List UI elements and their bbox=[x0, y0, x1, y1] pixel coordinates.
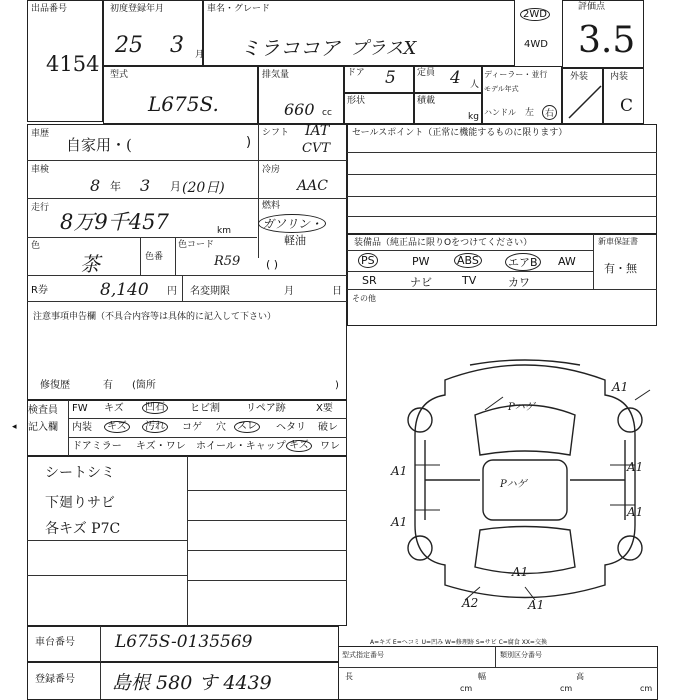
divider bbox=[347, 289, 657, 290]
divider bbox=[68, 437, 347, 438]
divider bbox=[338, 667, 658, 668]
plate-value: 島根 580 す 4439 bbox=[112, 672, 272, 694]
displacement-unit: cc bbox=[322, 108, 332, 118]
equip-ps: PS bbox=[358, 253, 378, 268]
repair-value: 有 bbox=[103, 380, 113, 391]
height-cm: cm bbox=[640, 684, 653, 693]
inspection-month: 3 bbox=[140, 176, 151, 195]
color-value: 茶 bbox=[80, 252, 100, 276]
mark-3: A1 bbox=[391, 515, 408, 529]
shift-label: シフト bbox=[262, 128, 290, 138]
insp-mirror: ドアミラー bbox=[72, 441, 122, 452]
aircon-value: AAC bbox=[297, 178, 328, 194]
divider bbox=[187, 580, 347, 581]
model-label: 型式 bbox=[110, 70, 129, 80]
lot-label: 出品番号 bbox=[31, 4, 68, 14]
insp-fw: FW bbox=[72, 403, 88, 414]
equip-navi: ナビ bbox=[410, 276, 432, 289]
inspector-label-2: 記入欄 bbox=[28, 422, 58, 433]
insp-hole: 穴 bbox=[216, 422, 226, 433]
plate-label: 登録番号 bbox=[35, 674, 75, 685]
repair-close: ) bbox=[335, 380, 339, 391]
aircon-label: 冷房 bbox=[262, 165, 281, 175]
score-label: 評価点 bbox=[578, 2, 606, 12]
insp-scratch: キズ bbox=[104, 403, 124, 414]
fuel-value2: 軽油 bbox=[284, 234, 306, 247]
chassis-label: 車台番号 bbox=[35, 637, 75, 648]
warranty-label: 新車保証書 bbox=[598, 237, 638, 246]
mark-2: A1 bbox=[391, 464, 408, 478]
mark-7: A2 bbox=[462, 596, 479, 610]
note-line-3: 各キズ P7C bbox=[45, 521, 121, 537]
note-line-1: シートシミ bbox=[45, 465, 115, 481]
insp-burn: コゲ bbox=[182, 422, 202, 433]
exterior-label: 外装 bbox=[570, 72, 589, 82]
divider bbox=[347, 250, 593, 251]
insp-stone: 凹石 bbox=[142, 402, 168, 414]
interior-grade: C bbox=[620, 96, 634, 116]
inspection-label: 車検 bbox=[31, 165, 50, 175]
insp-sag: ヘタリ bbox=[276, 422, 306, 433]
kg-unit: kg bbox=[468, 112, 479, 122]
grade: プラスX bbox=[350, 38, 417, 59]
warranty-value: 有・無 bbox=[604, 262, 637, 275]
recycle-label: R券 bbox=[31, 285, 48, 296]
divider bbox=[347, 174, 657, 175]
divider bbox=[495, 646, 496, 667]
insp-rub: スレ bbox=[234, 421, 260, 433]
car-name: ミラココア bbox=[240, 36, 340, 60]
hood-note: Pハゲ bbox=[508, 402, 535, 413]
divider bbox=[27, 160, 347, 161]
note-line-2: 下廻りサビ bbox=[45, 495, 115, 511]
insp-mirror-dmg: キズ・ワレ bbox=[136, 441, 186, 452]
drive-4wd: 4WD bbox=[524, 39, 548, 50]
caution-label: 注意事項申告欄（不具合内容等は具体的に記入して下さい） bbox=[33, 312, 277, 322]
width-label: 幅 bbox=[478, 672, 486, 681]
displacement: 660 bbox=[284, 100, 315, 119]
sales-point-box bbox=[347, 124, 657, 234]
interior-label: 内装 bbox=[610, 72, 629, 82]
divider bbox=[175, 237, 176, 275]
divider bbox=[68, 400, 69, 456]
usage-value: 自家用・( bbox=[66, 136, 132, 154]
mileage-label: 走行 bbox=[31, 203, 50, 213]
divider bbox=[187, 520, 347, 521]
divider bbox=[27, 198, 347, 199]
handle-label: ハンドル bbox=[484, 108, 516, 117]
usage-label: 車歴 bbox=[31, 129, 50, 139]
equip-extra-label: その他 bbox=[352, 294, 376, 303]
inspection-day: (20日) bbox=[182, 180, 225, 196]
insp-repair: リペア跡 bbox=[246, 403, 286, 414]
divider bbox=[27, 237, 257, 238]
divider bbox=[68, 418, 347, 419]
drive-2wd: 2WD bbox=[520, 8, 550, 21]
divider bbox=[187, 550, 347, 551]
insp-x: X要 bbox=[316, 403, 333, 414]
name-change-day: 日 bbox=[332, 286, 342, 297]
divider bbox=[347, 152, 657, 153]
divider bbox=[347, 216, 657, 217]
details-box bbox=[27, 124, 347, 400]
recycle-value: 8,140 bbox=[100, 280, 149, 300]
shift-value: IAT bbox=[305, 123, 330, 139]
divider bbox=[27, 301, 347, 302]
lot-number: 4154 bbox=[46, 52, 100, 76]
mark-8: A1 bbox=[528, 598, 545, 612]
fuel-label: 燃料 bbox=[262, 201, 281, 211]
inspection-year: 8 bbox=[90, 176, 101, 195]
equipment-label: 装備品（純正品に限りOをつけてください） bbox=[354, 238, 533, 248]
equip-tv: TV bbox=[462, 274, 477, 287]
divider bbox=[347, 271, 593, 272]
score: 3.5 bbox=[578, 20, 636, 61]
color-no-label: 色番 bbox=[145, 252, 164, 262]
divider bbox=[593, 234, 594, 289]
insp-dirt: 汚れ bbox=[142, 421, 168, 433]
repair-label: 修復歴 bbox=[40, 380, 70, 391]
length-label: 長 bbox=[345, 672, 353, 681]
insp-wheel-scratch: キズ bbox=[286, 440, 312, 452]
roof-note: Pハゲ bbox=[500, 479, 527, 490]
mark-5: A1 bbox=[627, 505, 644, 519]
mileage-value: 8万9千457 bbox=[60, 210, 169, 234]
insp-crack: ヒビ割 bbox=[190, 403, 220, 414]
mark-4: A1 bbox=[627, 460, 644, 474]
insp-wheel-crack: ワレ bbox=[320, 441, 340, 452]
capacity-unit: 人 bbox=[470, 80, 480, 90]
divider bbox=[182, 275, 183, 301]
fuel-paren: ( ) bbox=[266, 258, 279, 271]
bullet-mark: ◂ bbox=[12, 422, 17, 432]
equip-airbag: エアB bbox=[505, 253, 541, 271]
sales-point-label: セールスポイント（正常に機能するものに限ります） bbox=[352, 128, 568, 138]
divider bbox=[258, 124, 259, 258]
mileage-unit: km bbox=[217, 226, 231, 236]
insp-tear: 破レ bbox=[318, 422, 338, 433]
equip-pw: PW bbox=[412, 255, 430, 268]
chassis-value: L675S-0135569 bbox=[115, 632, 253, 652]
insp-wheel: ホイール・キャップ bbox=[196, 441, 286, 452]
car-name-label: 車名・グレード bbox=[207, 4, 271, 14]
exterior-slash bbox=[565, 82, 605, 122]
first-reg-year: 25 bbox=[115, 33, 143, 58]
capacity: 4 bbox=[450, 68, 461, 88]
divider bbox=[187, 490, 347, 491]
doors: 5 bbox=[385, 68, 396, 88]
displacement-label: 排気量 bbox=[262, 70, 290, 80]
length-cm: cm bbox=[460, 684, 473, 693]
divider bbox=[27, 540, 187, 541]
divider bbox=[347, 196, 657, 197]
handle-right: 右 bbox=[542, 105, 557, 120]
mark-6: A1 bbox=[512, 565, 529, 579]
equip-aw: AW bbox=[558, 255, 576, 268]
handle-left: 左 bbox=[525, 108, 535, 118]
equip-abs: ABS bbox=[454, 253, 482, 268]
repair-place: (箇所 bbox=[132, 380, 156, 391]
first-reg-month-unit: 月 bbox=[195, 50, 205, 60]
insp-int-scratch: キズ bbox=[104, 421, 130, 433]
class-label: 類別区分番号 bbox=[500, 651, 542, 659]
usage-close: ) bbox=[246, 135, 252, 150]
divider bbox=[187, 456, 188, 626]
equip-leather: カワ bbox=[508, 276, 530, 289]
color-label: 色 bbox=[31, 241, 41, 251]
name-change-month: 月 bbox=[284, 286, 294, 297]
inspection-year-unit: 年 bbox=[110, 180, 121, 193]
dealer-label: ディーラー・並行 bbox=[484, 70, 548, 79]
divider bbox=[27, 575, 187, 576]
name-change-label: 名変期限 bbox=[190, 286, 230, 297]
width-cm: cm bbox=[560, 684, 573, 693]
model-year-label: モデル年式 bbox=[484, 85, 519, 93]
cert-label: 型式指定番号 bbox=[342, 651, 384, 659]
cert-box bbox=[338, 646, 658, 700]
inspector-label-1: 検査員 bbox=[28, 405, 58, 416]
load-label: 積載 bbox=[417, 96, 436, 106]
equip-sr: SR bbox=[362, 274, 377, 287]
inspection-month-unit: 月 bbox=[170, 180, 181, 193]
first-reg-month: 3 bbox=[170, 33, 184, 58]
capacity-label: 定員 bbox=[417, 68, 436, 78]
color-code-label: 色コード bbox=[178, 240, 215, 250]
recycle-unit: 円 bbox=[167, 286, 177, 297]
divider bbox=[27, 275, 347, 276]
color-code: R59 bbox=[214, 254, 241, 269]
insp-interior: 内装 bbox=[72, 422, 92, 433]
divider bbox=[140, 237, 141, 275]
model: L675S. bbox=[148, 92, 219, 116]
first-reg-label: 初度登録年月 bbox=[110, 4, 165, 14]
height-label: 高 bbox=[576, 672, 584, 681]
footer-legend: A=キズ E=ヘコミ U=凹み W=修理跡 S=サビ C=腐食 XX=交換 bbox=[370, 639, 547, 646]
doors-label: ドア bbox=[347, 68, 365, 78]
shift-value2: CVT bbox=[302, 141, 331, 156]
fuel-value: ガソリン・ bbox=[258, 214, 326, 233]
shape-label: 形状 bbox=[347, 96, 366, 106]
mark-1: A1 bbox=[612, 380, 629, 394]
